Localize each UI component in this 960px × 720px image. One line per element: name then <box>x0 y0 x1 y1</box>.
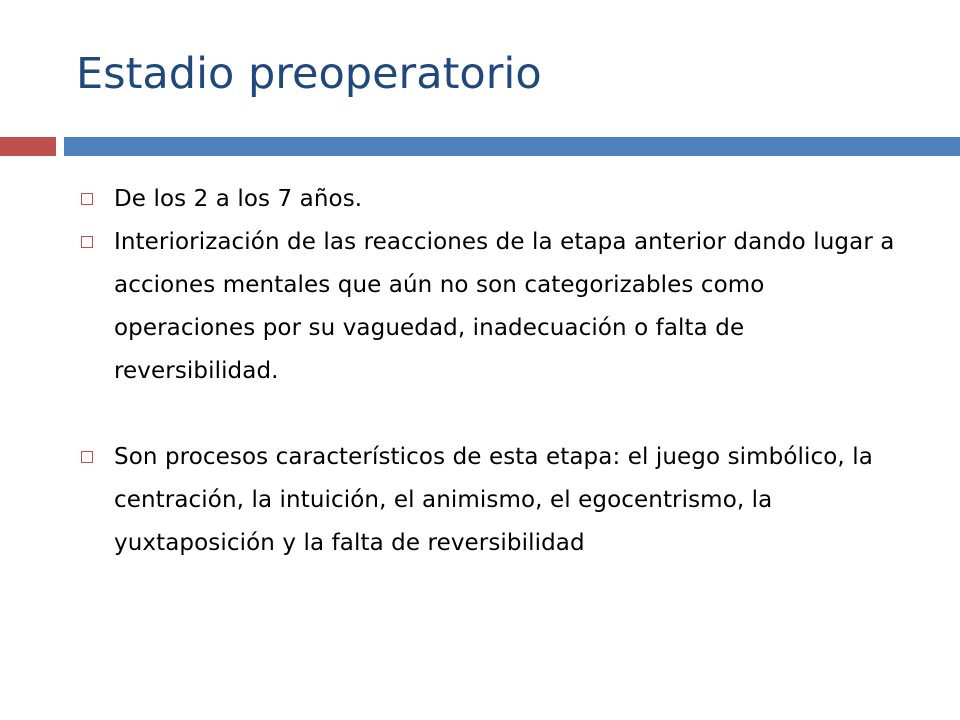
title-rule-red-segment <box>0 137 56 156</box>
hollow-square-bullet-icon <box>81 451 93 463</box>
bullet-text: De los 2 a los 7 años. <box>114 186 363 212</box>
bullet-text: Son procesos característicos de esta etapa: el juego simbólico, la centración, la intuición, el animismo, el egocentrismo, la yuxtaposición y la falta de reversibilidad <box>114 444 873 556</box>
bullet-text: Interiorización de las reacciones de la etapa anterior dando lugar a acciones mentales que aún no son categorizables como operaciones por su vaguedad, inadecuación o falta de reversibilidad. <box>114 229 895 384</box>
slide-title: Estadio preoperatorio <box>76 49 542 99</box>
hollow-square-bullet-icon <box>81 236 93 248</box>
title-rule-blue-segment <box>64 137 960 156</box>
bullet-item <box>76 178 906 221</box>
bullet-item <box>76 436 906 565</box>
bullet-list <box>76 178 906 565</box>
hollow-square-bullet-icon <box>81 193 93 205</box>
bullet-item <box>76 221 906 393</box>
